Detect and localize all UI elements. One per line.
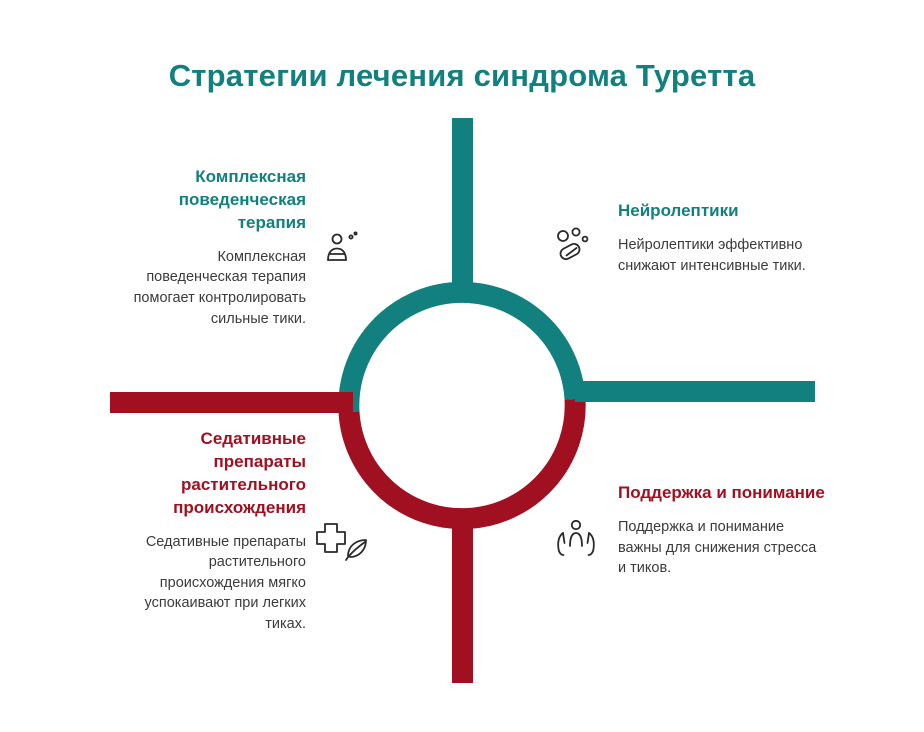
hands-person-icon [552, 516, 600, 567]
quadrant-sedatives-heading: Седативные препараты растительного происхождения [173, 429, 306, 517]
quadrant-neuroleptics-body: Нейролептики эффективно снижают интенсивные тики. [618, 236, 806, 274]
quadrant-support [618, 482, 828, 579]
quadrant-cbt-heading: Комплексная поведенческая терапия [178, 167, 306, 232]
quadrant-neuroleptics [618, 200, 818, 276]
quadrant-sedatives [110, 428, 306, 635]
quadrant-cbt [120, 166, 306, 329]
medical-cross-leaf-icon [312, 518, 374, 571]
quadrant-support-heading: Поддержка и понимание [618, 483, 825, 502]
page-title: Стратегии лечения синдрома Туретта [168, 58, 756, 93]
teal-top-stem [452, 118, 473, 284]
red-arc [349, 399, 575, 519]
quadrant-cbt-body: Комплексная поведенческая терапия помогает контролировать сильные тики. [133, 248, 306, 327]
red-bottom-stem [452, 520, 473, 683]
red-left-arm [110, 392, 353, 413]
quadrant-support-body: Поддержка и понимание важны для снижения стресса и тиков. [618, 518, 817, 577]
quadrant-neuroleptics-heading: Нейролептики [618, 201, 739, 220]
pills-icon [552, 224, 598, 275]
quadrant-sedatives-body: Седативные препараты растительного происхождения мягко успокаивают при легких тиках. [144, 533, 306, 633]
teal-arc [349, 292, 575, 412]
person-thinking-icon [318, 228, 362, 277]
teal-right-arm [575, 381, 815, 402]
